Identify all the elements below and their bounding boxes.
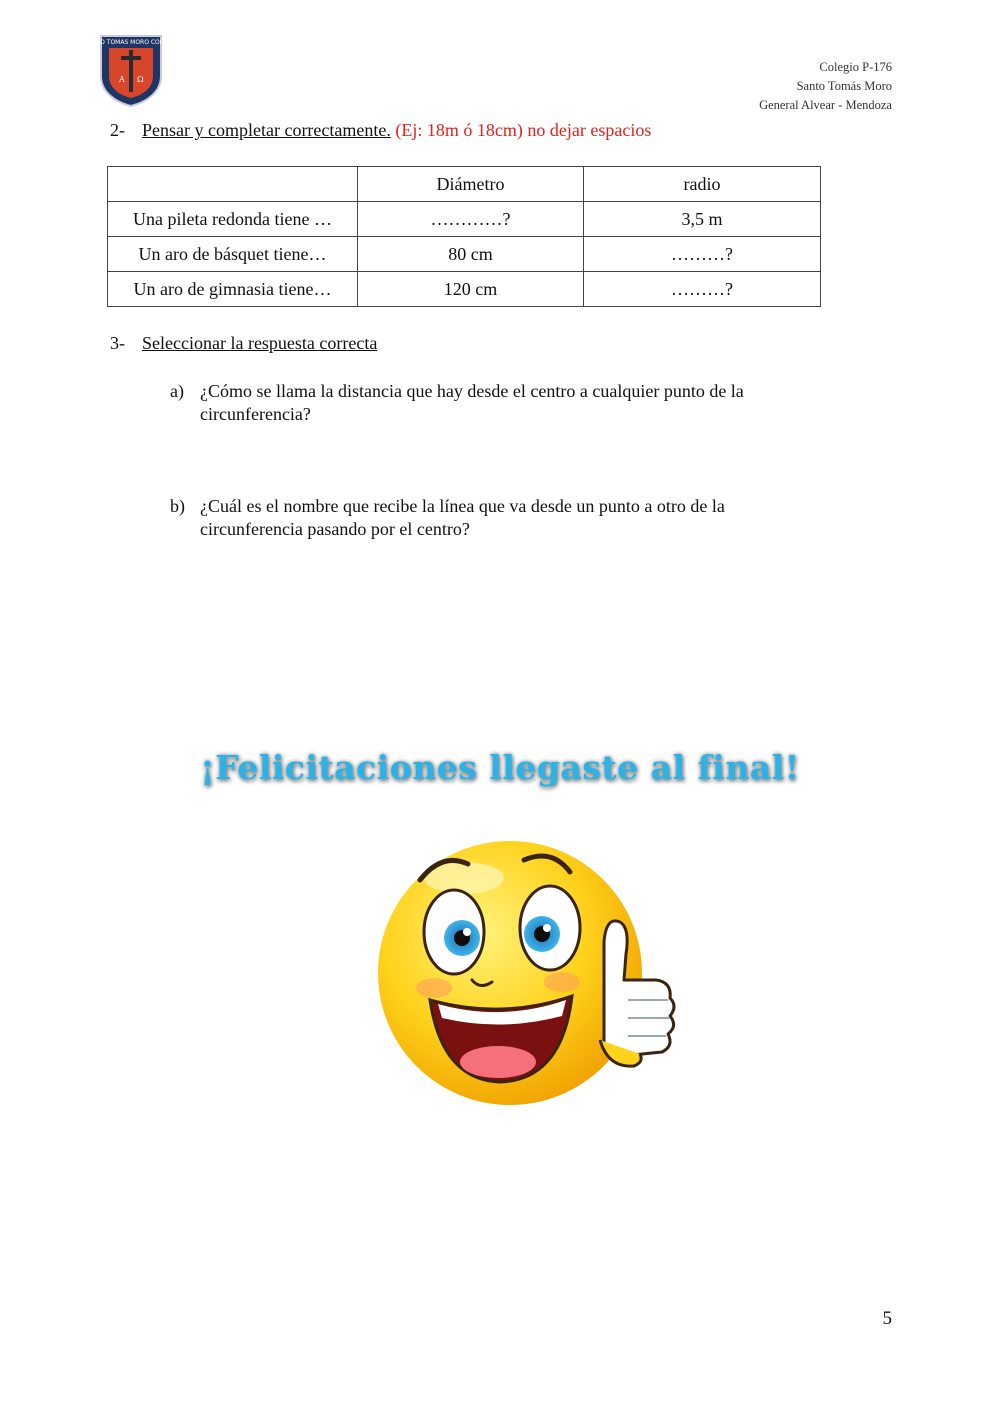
table-row	[108, 237, 821, 272]
table-header-diametro: Diámetro	[358, 167, 584, 202]
school-line-2: Santo Tomás Moro	[796, 79, 892, 93]
table-header-radio: radio	[584, 167, 821, 202]
question-3-instruction: Seleccionar la respuesta correcta	[142, 333, 378, 353]
logo-text: SANTO TOMAS MORO COLEGIO	[83, 39, 179, 46]
table-cell: Un aro de básquet tiene…	[108, 237, 358, 272]
table-header-empty	[108, 167, 358, 202]
table-cell: 80 cm	[358, 237, 584, 272]
svg-text:Ω: Ω	[137, 75, 144, 84]
school-crest-icon	[83, 32, 179, 108]
table-cell: 3,5 m	[584, 202, 821, 237]
school-line-3: General Alvear - Mendoza	[759, 98, 892, 112]
table-cell: Una pileta redonda tiene …	[108, 202, 358, 237]
table-row	[108, 272, 821, 307]
school-info	[759, 58, 892, 115]
question-3b-text: ¿Cuál es el nombre que recibe la línea que va desde un punto a otro de la circunferencia pasando por el centro?	[200, 496, 725, 539]
table-cell-answer[interactable]: …………?	[358, 202, 584, 237]
question-3b-label: b)	[170, 496, 185, 516]
question-2-instruction: Pensar y completar correctamente.	[142, 120, 391, 140]
page-number: 5	[882, 1308, 892, 1329]
svg-text:A: A	[119, 75, 125, 84]
question-3a	[170, 380, 830, 426]
table-row	[108, 202, 821, 237]
congratulations-banner: ¡Felicitaciones llegaste al final!	[200, 748, 800, 787]
question-2-heading	[110, 120, 651, 141]
question-3a-text: ¿Cómo se llama la distancia que hay desde el centro a cualquier punto de la circunferencia?	[200, 381, 744, 424]
table-cell: 120 cm	[358, 272, 584, 307]
table-header-row	[108, 167, 821, 202]
radius-diameter-table	[107, 166, 821, 307]
table-cell-answer[interactable]: ………?	[584, 272, 821, 307]
table-cell-answer[interactable]: ………?	[584, 237, 821, 272]
question-2-number: 2-	[110, 120, 125, 140]
question-3a-label: a)	[170, 381, 184, 401]
school-line-1: Colegio P-176	[819, 60, 892, 74]
question-2-example: (Ej: 18m ó 18cm) no dejar espacios	[395, 120, 652, 140]
table-cell: Un aro de gimnasia tiene…	[108, 272, 358, 307]
question-3b	[170, 495, 830, 541]
question-3-heading	[110, 333, 377, 354]
thumbs-up-smiley-icon	[372, 830, 692, 1120]
question-3-number: 3-	[110, 333, 125, 353]
